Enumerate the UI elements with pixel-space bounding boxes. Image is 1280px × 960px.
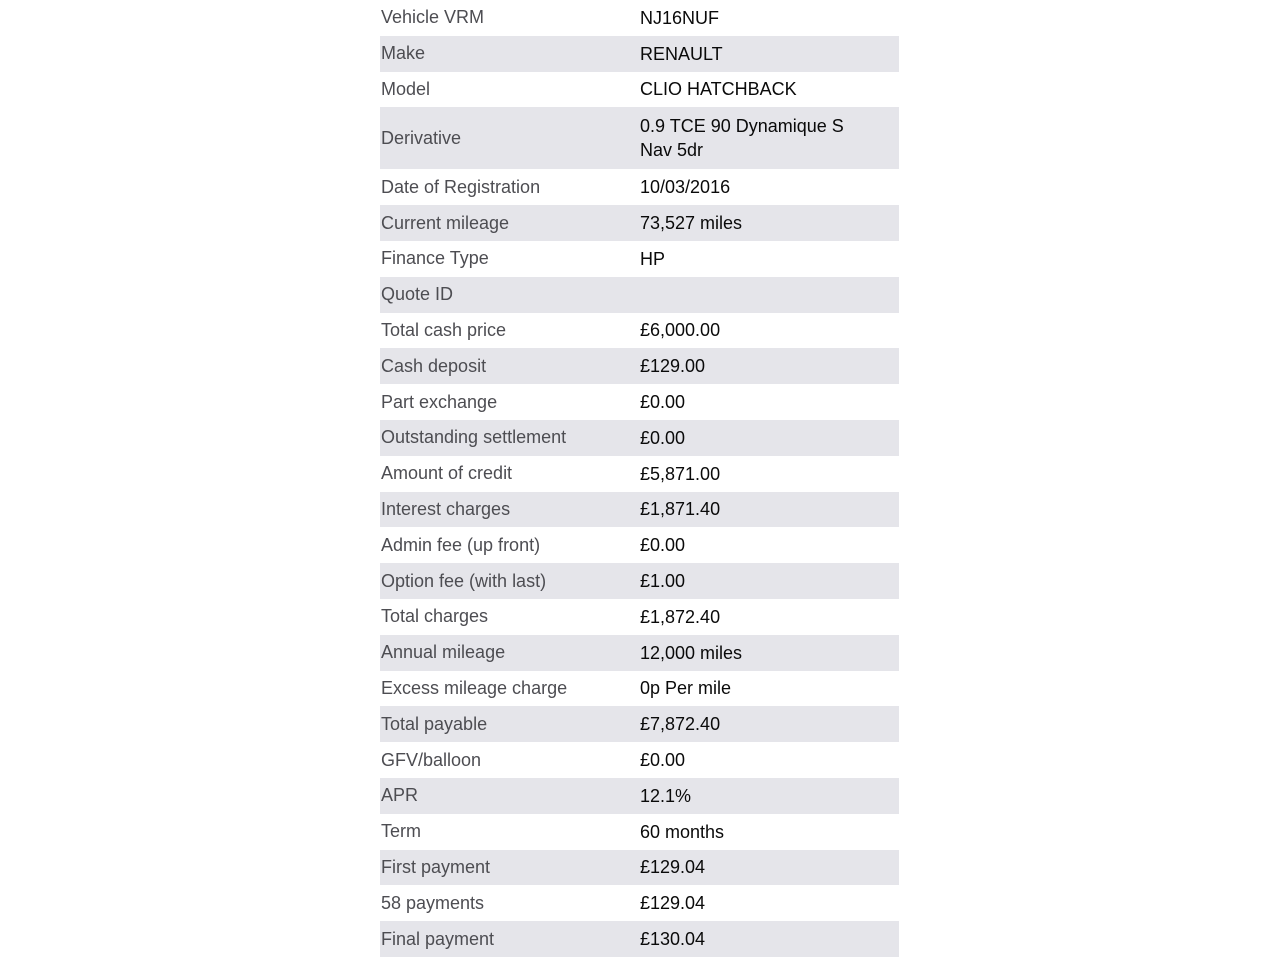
row-value: £129.04 <box>640 857 706 878</box>
row-label: Total payable <box>381 713 488 734</box>
row-label: Excess mileage charge <box>381 677 568 698</box>
row-outstanding-settlement <box>380 420 899 456</box>
row-label: Interest charges <box>381 498 511 519</box>
row-label: Quote ID <box>381 284 454 305</box>
row-label: APR <box>381 785 419 806</box>
row-finance-type <box>380 241 899 277</box>
row-value: £1,872.40 <box>640 606 721 627</box>
row-value: £7,872.40 <box>640 714 721 735</box>
row-value: 12,000 miles <box>640 642 743 663</box>
row-current-mileage <box>380 205 899 241</box>
row-label: Admin fee (up front) <box>381 534 541 555</box>
row-gfv-balloon <box>380 742 899 778</box>
row-value: £0.00 <box>640 427 686 448</box>
row-amount-of-credit <box>380 456 899 492</box>
row-label: Current mileage <box>381 212 510 233</box>
row-value: £1.00 <box>640 571 686 592</box>
row-label: Part exchange <box>381 391 498 412</box>
row-excess-mileage-charge <box>380 671 899 707</box>
row-value: CLIO HATCHBACK <box>640 79 797 100</box>
row-value: 10/03/2016 <box>640 177 731 198</box>
row-vehicle-vrm <box>380 0 899 36</box>
row-label: Annual mileage <box>381 642 506 663</box>
row-value: £130.04 <box>640 929 706 950</box>
row-interest-charges <box>380 492 899 528</box>
row-value: £0.00 <box>640 750 686 771</box>
row-model <box>380 72 899 108</box>
row-label: First payment <box>381 856 491 877</box>
finance-quote-table <box>380 0 899 957</box>
row-label: Derivative <box>381 127 462 148</box>
row-final-payment <box>380 921 899 957</box>
row-value: 12.1% <box>640 785 692 806</box>
row-first-payment <box>380 850 899 886</box>
row-derivative <box>380 107 899 169</box>
row-label: Model <box>381 78 431 99</box>
row-value: £0.00 <box>640 535 686 556</box>
row-term <box>380 814 899 850</box>
row-value: £0.00 <box>640 392 686 413</box>
row-value: 0p Per mile <box>640 678 732 699</box>
row-label: Total cash price <box>381 319 507 340</box>
row-value: 60 months <box>640 821 725 842</box>
row-label: GFV/balloon <box>381 749 482 770</box>
row-total-cash-price <box>380 313 899 349</box>
row-date-of-registration <box>380 169 899 205</box>
row-label: Finance Type <box>381 248 489 269</box>
row-admin-fee <box>380 527 899 563</box>
row-label: Vehicle VRM <box>381 7 485 28</box>
row-value: £1,871.40 <box>640 499 721 520</box>
row-label: Make <box>381 43 426 64</box>
row-label: 58 payments <box>381 892 485 913</box>
row-part-exchange <box>380 384 899 420</box>
row-value: £6,000.00 <box>640 320 721 341</box>
row-label: Term <box>381 821 421 842</box>
row-quote-id <box>380 277 899 313</box>
row-value: 0.9 TCE 90 Dynamique S Nav 5dr <box>640 116 844 161</box>
row-label: Option fee (with last) <box>381 570 547 591</box>
row-label: Total charges <box>381 606 489 627</box>
row-label: Final payment <box>381 928 495 949</box>
row-total-charges <box>380 599 899 635</box>
row-cash-deposit <box>380 348 899 384</box>
row-label: Amount of credit <box>381 463 513 484</box>
row-label: Cash deposit <box>381 355 487 376</box>
row-label: Outstanding settlement <box>381 427 567 448</box>
row-total-payable <box>380 706 899 742</box>
row-label: Date of Registration <box>381 176 541 197</box>
row-annual-mileage <box>380 635 899 671</box>
row-value: £129.04 <box>640 893 706 914</box>
row-value: 73,527 miles <box>640 213 743 234</box>
row-value: £129.00 <box>640 356 706 377</box>
row-value: NJ16NUF <box>640 7 720 28</box>
row-value: RENAULT <box>640 43 723 64</box>
row-value: HP <box>640 248 666 269</box>
row-58-payments <box>380 885 899 921</box>
row-option-fee <box>380 563 899 599</box>
row-apr <box>380 778 899 814</box>
row-make <box>380 36 899 72</box>
row-value: £5,871.00 <box>640 463 721 484</box>
